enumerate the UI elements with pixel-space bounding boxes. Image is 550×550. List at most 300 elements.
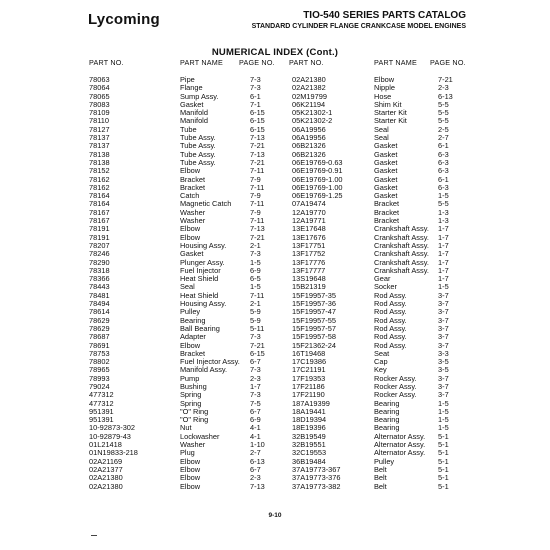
page-no-cell: 2-3 xyxy=(250,473,261,483)
page-no-cell: 1-10 xyxy=(250,440,265,450)
part-no-cell: 78691 xyxy=(89,340,110,350)
part-name-cell: Housing Assy. xyxy=(180,240,227,250)
page-no-cell: 2-3 xyxy=(250,373,261,383)
part-name-cell: Hose xyxy=(374,91,392,101)
part-no-cell: 78481 xyxy=(89,290,110,300)
column-header-part-no: PART NO. xyxy=(89,58,124,67)
part-name-cell: Gasket xyxy=(374,157,398,167)
page-no-cell: 7-21 xyxy=(250,141,265,151)
part-name-cell: Elbow xyxy=(180,481,201,491)
part-name-cell: Pump xyxy=(180,373,200,383)
part-name-cell: Adapter xyxy=(180,332,206,342)
part-name-cell: Rocker Assy. xyxy=(374,390,417,400)
part-no-cell: 477312 xyxy=(89,398,114,408)
page-no-cell: 1-7 xyxy=(438,232,449,242)
part-name-cell: Spring xyxy=(180,390,202,400)
part-name-cell: Belt xyxy=(374,464,387,474)
page-no-cell: 5-5 xyxy=(438,99,449,109)
part-name-cell: Bracket xyxy=(180,174,206,184)
part-no-cell: 78965 xyxy=(89,365,110,375)
part-no-cell: 18A19441 xyxy=(292,406,326,416)
page-no-cell: 1-5 xyxy=(438,191,449,201)
part-name-cell: Rod Assy. xyxy=(374,299,407,309)
page-no-cell: 3-7 xyxy=(438,381,449,391)
right-part-no-column xyxy=(292,76,343,491)
page-no-cell: 1-5 xyxy=(438,398,449,408)
page-no-cell: 6-3 xyxy=(438,149,449,159)
part-no-cell: 951391 xyxy=(89,406,114,416)
part-name-cell: Fuel Injector Assy. xyxy=(180,357,240,367)
page-no-cell: 7-3 xyxy=(250,83,261,93)
part-name-cell: Crankshaft Assy. xyxy=(374,240,429,250)
part-name-cell: Nipple xyxy=(374,83,395,93)
part-name-cell: Gasket xyxy=(374,149,398,159)
part-name-cell: Gasket xyxy=(374,182,398,192)
part-no-cell: 06E19769-1.25 xyxy=(292,191,343,201)
part-name-cell: Bearing xyxy=(374,398,400,408)
part-name-cell: Gasket xyxy=(374,191,398,201)
part-name-cell: Flange xyxy=(180,83,203,93)
page-no-cell: 6-9 xyxy=(250,415,261,425)
part-no-cell: 01N19833-218 xyxy=(89,448,138,458)
part-name-cell: Gasket xyxy=(374,166,398,176)
part-no-cell: 78687 xyxy=(89,332,110,342)
part-no-cell: 06A19956 xyxy=(292,133,326,143)
part-name-cell: Cap xyxy=(374,357,388,367)
part-name-cell: Gear xyxy=(374,274,391,284)
part-name-cell: Bearing xyxy=(374,415,400,425)
part-name-cell: Socker xyxy=(374,282,398,292)
column-header-page-no: PAGE NO. xyxy=(239,58,275,67)
part-no-cell: 17C19386 xyxy=(292,357,327,367)
part-no-cell: 32B19549 xyxy=(292,431,326,441)
part-no-cell: 951391 xyxy=(89,415,114,425)
part-no-cell: 79024 xyxy=(89,381,110,391)
part-no-cell: 18E19396 xyxy=(292,423,326,433)
part-no-cell: 15B21319 xyxy=(292,282,326,292)
part-no-cell: 17F21186 xyxy=(292,381,325,391)
part-name-cell: Seal xyxy=(374,133,389,143)
part-no-cell: 78167 xyxy=(89,216,110,226)
page-no-cell: 1-5 xyxy=(438,415,449,425)
part-no-cell: 36B19484 xyxy=(292,456,326,466)
part-no-cell: 78614 xyxy=(89,307,110,317)
part-no-cell: 10-92873-302 xyxy=(89,423,136,433)
part-name-cell: Tube Assy. xyxy=(180,157,216,167)
part-no-cell: 78109 xyxy=(89,108,110,118)
part-name-cell: Bearing xyxy=(180,315,206,325)
page-no-cell: 5-1 xyxy=(438,481,449,491)
part-no-cell: 78164 xyxy=(89,199,110,209)
part-name-cell: Key xyxy=(374,365,387,375)
part-no-cell: 78629 xyxy=(89,315,110,325)
part-name-cell: Seal xyxy=(180,282,195,292)
part-no-cell: 78137 xyxy=(89,133,110,143)
part-name-cell: Bearing xyxy=(374,423,400,433)
page-no-cell: 1-7 xyxy=(438,240,449,250)
page-no-cell: 3-7 xyxy=(438,290,449,300)
page-no-cell: 2-5 xyxy=(438,124,449,134)
page-no-cell: 6-1 xyxy=(438,141,449,151)
left-part-no-column xyxy=(89,76,138,491)
part-no-cell: 32C19553 xyxy=(292,448,327,458)
page-no-cell: 3-7 xyxy=(438,373,449,383)
page-no-cell: 7-13 xyxy=(250,481,265,491)
page-no-cell: 5-1 xyxy=(438,456,449,466)
part-no-cell: 78366 xyxy=(89,274,110,284)
page-no-cell: 6-3 xyxy=(438,157,449,167)
part-name-cell: Gasket xyxy=(374,174,398,184)
page-no-cell: 2-3 xyxy=(438,83,449,93)
part-name-cell: Crankshaft Assy. xyxy=(374,257,429,267)
part-no-cell: 13E17648 xyxy=(292,224,326,234)
page-no-cell: 3-7 xyxy=(438,299,449,309)
page-no-cell: 2-7 xyxy=(438,133,449,143)
part-name-cell: Pulley xyxy=(374,456,395,466)
page-no-cell: 6-3 xyxy=(438,182,449,192)
page-no-cell: 1-7 xyxy=(250,381,261,391)
part-name-cell: Gasket xyxy=(180,249,204,259)
part-name-cell: Rod Assy. xyxy=(374,290,407,300)
part-no-cell: 37A19773-382 xyxy=(292,481,341,491)
left-page-no-column xyxy=(250,76,265,491)
part-name-cell: Elbow xyxy=(180,456,201,466)
part-no-cell: 02A21380 xyxy=(292,75,326,84)
part-no-cell: 07A19474 xyxy=(292,199,326,209)
part-no-cell: 13F17777 xyxy=(292,265,326,275)
page-no-cell: 3-7 xyxy=(438,340,449,350)
part-name-cell: Washer xyxy=(180,440,206,450)
page-no-cell: 7-9 xyxy=(250,174,261,184)
page-no-cell: 2-1 xyxy=(250,299,261,309)
page-no-cell: 7-21 xyxy=(250,157,265,167)
part-name-cell: Rod Assy. xyxy=(374,307,407,317)
page-no-cell: 1-3 xyxy=(438,216,449,226)
part-no-cell: 02A21377 xyxy=(89,464,123,474)
part-name-cell: Belt xyxy=(374,473,387,483)
page-no-cell: 5-1 xyxy=(438,464,449,474)
page-no-cell: 7-21 xyxy=(250,340,265,350)
page-no-cell: 7-11 xyxy=(250,290,265,300)
page-no-cell: 3-7 xyxy=(438,307,449,317)
page-no-cell: 7-9 xyxy=(250,207,261,217)
part-no-cell: 06E19769-0.63 xyxy=(292,157,343,167)
part-name-cell: "O" Ring xyxy=(180,406,209,416)
part-no-cell: 78063 xyxy=(89,75,110,84)
part-no-cell: 05K21302-1 xyxy=(292,108,333,118)
part-name-cell: Tube Assy. xyxy=(180,133,216,143)
right-page-no-column xyxy=(438,76,453,491)
page-no-cell: 6-7 xyxy=(250,464,261,474)
page-no-cell: 6-5 xyxy=(250,274,261,284)
part-no-cell: 477312 xyxy=(89,390,114,400)
part-no-cell: 13F17751 xyxy=(292,240,326,250)
page-no-cell: 1-7 xyxy=(438,265,449,275)
part-no-cell: 06A19956 xyxy=(292,124,326,134)
part-no-cell: 06E19769-1.00 xyxy=(292,174,343,184)
page-no-cell: 6-15 xyxy=(250,116,265,126)
part-no-cell: 78065 xyxy=(89,91,110,101)
part-no-cell: 78290 xyxy=(89,257,110,267)
part-no-cell: 78207 xyxy=(89,240,110,250)
part-name-cell: Gasket xyxy=(374,141,398,151)
part-name-cell: Starter Kit xyxy=(374,108,407,118)
page-no-cell: 1-5 xyxy=(250,282,261,292)
catalog-title: TIO-540 SERIES PARTS CATALOG xyxy=(303,10,466,21)
page-number: 9-10 xyxy=(268,512,282,519)
page-no-cell: 5-1 xyxy=(438,448,449,458)
part-no-cell: 10-92879-43 xyxy=(89,431,131,441)
part-name-cell: Alternator Assy. xyxy=(374,431,426,441)
page-no-cell: 6-13 xyxy=(438,91,453,101)
page-no-cell: 6-1 xyxy=(438,174,449,184)
margin-mark xyxy=(91,535,97,536)
part-no-cell: 37A19773-367 xyxy=(292,464,341,474)
part-no-cell: 13E17676 xyxy=(292,232,326,242)
part-name-cell: Crankshaft Assy. xyxy=(374,224,429,234)
part-name-cell: Tube Assy. xyxy=(180,141,216,151)
page-no-cell: 1-5 xyxy=(250,257,261,267)
page-no-cell: 7-13 xyxy=(250,224,265,234)
column-header-page-no-right: PAGE NO. xyxy=(430,58,466,67)
page-no-cell: 3-7 xyxy=(438,323,449,333)
part-name-cell: Bracket xyxy=(180,348,206,358)
page-no-cell: 1-5 xyxy=(438,423,449,433)
page-no-cell: 3-5 xyxy=(438,365,449,375)
page-no-cell: 1-7 xyxy=(438,274,449,284)
part-no-cell: 02M19799 xyxy=(292,91,327,101)
brand-logo: Lycoming xyxy=(88,11,160,28)
part-name-cell: Heat Shield xyxy=(180,290,219,300)
section-title: NUMERICAL INDEX (Cont.) xyxy=(211,47,339,58)
part-no-cell: 78162 xyxy=(89,182,110,192)
part-no-cell: 78064 xyxy=(89,83,110,93)
part-name-cell: Elbow xyxy=(180,224,201,234)
part-no-cell: 02A21380 xyxy=(89,481,123,491)
part-no-cell: 15F19957-55 xyxy=(292,315,336,325)
page-no-cell: 5-1 xyxy=(438,440,449,450)
page-no-cell: 7-11 xyxy=(250,166,265,176)
part-no-cell: 15F19957-47 xyxy=(292,307,336,317)
part-no-cell: 06E19769-0.91 xyxy=(292,166,343,176)
part-name-cell: Washer xyxy=(180,207,206,217)
part-name-cell: Elbow xyxy=(180,232,201,242)
part-no-cell: 17F19353 xyxy=(292,373,326,383)
part-name-cell: Nut xyxy=(180,423,192,433)
part-no-cell: 78629 xyxy=(89,323,110,333)
part-no-cell: 13S19648 xyxy=(292,274,326,284)
part-name-cell: Rod Assy. xyxy=(374,340,407,350)
part-name-cell: Manifold Assy. xyxy=(180,365,228,375)
page-no-cell: 3-5 xyxy=(438,357,449,367)
part-no-cell: 06E19769-1.00 xyxy=(292,182,343,192)
page-no-cell: 7-11 xyxy=(250,182,265,192)
part-name-cell: Fuel Injector xyxy=(180,265,221,275)
part-no-cell: 187A19399 xyxy=(292,398,330,408)
part-name-cell: Tube Assy. xyxy=(180,149,216,159)
part-no-cell: 32B19551 xyxy=(292,440,326,450)
part-no-cell: 78167 xyxy=(89,207,110,217)
page-no-cell: 4-1 xyxy=(250,431,261,441)
part-name-cell: Bracket xyxy=(374,199,400,209)
part-name-cell: Elbow xyxy=(180,473,201,483)
column-header-part-name: PART NAME xyxy=(180,58,223,67)
part-name-cell: Manifold xyxy=(180,116,208,126)
part-no-cell: 13F17752 xyxy=(292,249,326,259)
page-no-cell: 7-3 xyxy=(250,249,261,259)
page-no-cell: 3-7 xyxy=(438,390,449,400)
page-no-cell: 5-5 xyxy=(438,116,449,126)
part-name-cell: Crankshaft Assy. xyxy=(374,232,429,242)
page-no-cell: 7-3 xyxy=(250,390,261,400)
part-no-cell: 78494 xyxy=(89,299,110,309)
part-name-cell: Catch xyxy=(180,191,200,201)
part-no-cell: 78318 xyxy=(89,265,110,275)
part-name-cell: Belt xyxy=(374,481,387,491)
page-no-cell: 1-5 xyxy=(438,282,449,292)
part-no-cell: 12A19770 xyxy=(292,207,326,217)
part-no-cell: 78246 xyxy=(89,249,110,259)
page-no-cell: 6-15 xyxy=(250,348,265,358)
page-no-cell: 7-3 xyxy=(250,332,261,342)
part-no-cell: 15F19957-58 xyxy=(292,332,336,342)
part-no-cell: 78191 xyxy=(89,224,110,234)
page-no-cell: 7-21 xyxy=(438,75,453,84)
part-name-cell: Rod Assy. xyxy=(374,332,407,342)
page-no-cell: 6-7 xyxy=(250,406,261,416)
page-no-cell: 5-1 xyxy=(438,431,449,441)
part-no-cell: 78164 xyxy=(89,191,110,201)
part-name-cell: Alternator Assy. xyxy=(374,448,426,458)
part-no-cell: 05K21302-2 xyxy=(292,116,333,126)
page-no-cell: 7-11 xyxy=(250,199,265,209)
page-no-cell: 5-9 xyxy=(250,315,261,325)
part-no-cell: 02A21169 xyxy=(89,456,123,466)
part-name-cell: Elbow xyxy=(374,75,395,84)
part-name-cell: "O" Ring xyxy=(180,415,209,425)
part-name-cell: Sump Assy. xyxy=(180,91,219,101)
right-part-name-column xyxy=(374,76,429,491)
part-name-cell: Elbow xyxy=(180,340,201,350)
part-name-cell: Heat Shield xyxy=(180,274,219,284)
part-no-cell: 37A19773-376 xyxy=(292,473,341,483)
page-no-cell: 7-3 xyxy=(250,75,261,84)
part-name-cell: Bracket xyxy=(374,207,400,217)
part-name-cell: Housing Assy. xyxy=(180,299,227,309)
page-no-cell: 5-9 xyxy=(250,307,261,317)
part-name-cell: Rocker Assy. xyxy=(374,381,417,391)
part-no-cell: 15F19957-35 xyxy=(292,290,336,300)
page-no-cell: 6-3 xyxy=(438,166,449,176)
part-no-cell: 78083 xyxy=(89,99,110,109)
part-name-cell: Starter Kit xyxy=(374,116,407,126)
column-header-part-name-right: PART NAME xyxy=(374,58,417,67)
page-no-cell: 7-9 xyxy=(250,191,261,201)
part-name-cell: Lockwasher xyxy=(180,431,220,441)
part-name-cell: Crankshaft Assy. xyxy=(374,265,429,275)
part-name-cell: Bracket xyxy=(374,216,400,226)
part-name-cell: Bushing xyxy=(180,381,207,391)
page-no-cell: 1-3 xyxy=(438,207,449,217)
page-no-cell: 2-1 xyxy=(250,240,261,250)
page-no-cell: 1-7 xyxy=(438,224,449,234)
page-no-cell: 3-7 xyxy=(438,315,449,325)
part-no-cell: 15F21362-24 xyxy=(292,340,336,350)
part-name-cell: Elbow xyxy=(180,464,201,474)
page-no-cell: 6-7 xyxy=(250,357,261,367)
part-no-cell: 78191 xyxy=(89,232,110,242)
page-no-cell: 6-13 xyxy=(250,456,265,466)
part-name-cell: Bearing xyxy=(374,406,400,416)
part-no-cell: 01L21418 xyxy=(89,440,122,450)
page-no-cell: 6-15 xyxy=(250,108,265,118)
part-no-cell: 78162 xyxy=(89,174,110,184)
page-no-cell: 5-1 xyxy=(438,473,449,483)
part-name-cell: Shim Kit xyxy=(374,99,402,109)
left-part-name-column xyxy=(180,76,240,491)
page-no-cell: 7-21 xyxy=(250,232,265,242)
page-no-cell: 7-13 xyxy=(250,149,265,159)
part-name-cell: Seat xyxy=(374,348,390,358)
part-no-cell: 02A21382 xyxy=(292,83,326,93)
page-no-cell: 5-11 xyxy=(250,323,265,333)
page-no-cell: 7-3 xyxy=(250,365,261,375)
part-name-cell: Alternator Assy. xyxy=(374,440,426,450)
part-no-cell: 78993 xyxy=(89,373,110,383)
page-no-cell: 7-5 xyxy=(250,398,261,408)
part-no-cell: 15F19957-57 xyxy=(292,323,336,333)
page-no-cell: 5-5 xyxy=(438,199,449,209)
part-no-cell: 78110 xyxy=(89,116,110,126)
part-name-cell: Bracket xyxy=(180,182,206,192)
column-header-part-no-right: PART NO. xyxy=(289,58,324,67)
page-no-cell: 3-7 xyxy=(438,332,449,342)
catalog-subtitle: STANDARD CYLINDER FLANGE CRANKCASE MODEL ENGINES xyxy=(251,23,466,30)
part-name-cell: Elbow xyxy=(180,166,201,176)
part-no-cell: 13F17776 xyxy=(292,257,326,267)
part-no-cell: 78802 xyxy=(89,357,110,367)
part-name-cell: Magnetic Catch xyxy=(180,199,232,209)
catalog-header xyxy=(252,10,466,30)
part-name-cell: Spring xyxy=(180,398,202,408)
part-name-cell: Pulley xyxy=(180,307,201,317)
page-no-cell: 1-5 xyxy=(438,406,449,416)
page-no-cell: 1-7 xyxy=(438,257,449,267)
part-no-cell: 12A19771 xyxy=(292,216,326,226)
part-name-cell: Seal xyxy=(374,124,389,134)
page-no-cell: 3-3 xyxy=(438,348,449,358)
part-name-cell: Plug xyxy=(180,448,195,458)
part-no-cell: 78753 xyxy=(89,348,110,358)
part-no-cell: 06K21194 xyxy=(292,99,326,109)
part-name-cell: Rod Assy. xyxy=(374,323,407,333)
part-name-cell: Manifold xyxy=(180,108,208,118)
page-no-cell: 1-7 xyxy=(438,249,449,259)
part-no-cell: 16T19468 xyxy=(292,348,326,358)
part-name-cell: Plunger Assy. xyxy=(180,257,225,267)
part-name-cell: Tube xyxy=(180,124,197,134)
part-no-cell: 15F19957-36 xyxy=(292,299,336,309)
part-no-cell: 78138 xyxy=(89,157,110,167)
part-no-cell: 17F21190 xyxy=(292,390,325,400)
part-name-cell: Rocker Assy. xyxy=(374,373,417,383)
page-no-cell: 7-1 xyxy=(250,99,261,109)
page-no-cell: 6-9 xyxy=(250,265,261,275)
part-name-cell: Gasket xyxy=(180,99,204,109)
part-name-cell: Pipe xyxy=(180,75,195,84)
page-no-cell: 5-5 xyxy=(438,108,449,118)
part-no-cell: 06B21326 xyxy=(292,149,326,159)
